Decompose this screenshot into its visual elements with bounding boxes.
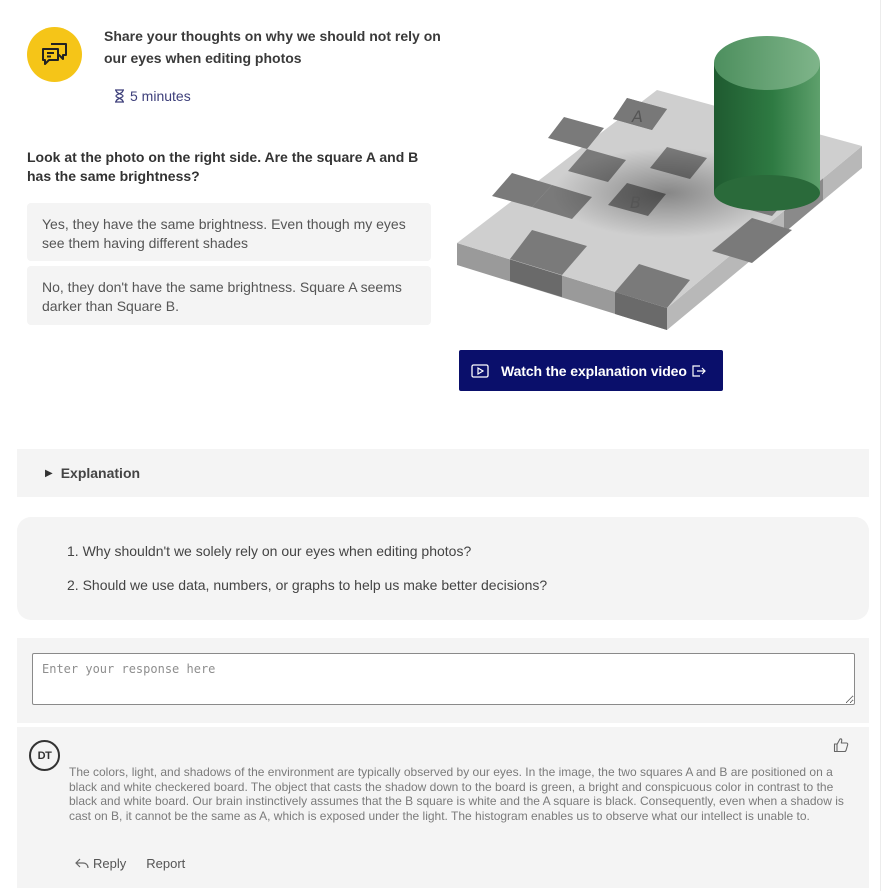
play-video-icon [471, 364, 489, 378]
duration-text: 5 minutes [130, 88, 191, 104]
explanation-label: Explanation [60, 465, 141, 481]
reply-button[interactable] [75, 856, 126, 871]
reply-icon [75, 858, 89, 869]
response-input[interactable] [32, 653, 855, 705]
watch-video-button[interactable] [459, 350, 723, 391]
avatar: DT [29, 740, 60, 771]
checker-shadow-illusion-image [452, 18, 872, 338]
triangle-right-icon: ▶ [45, 467, 53, 479]
answer-option-yes[interactable]: Yes, they have the same brightness. Even though my eyes see them having different shades [27, 203, 431, 261]
comment-actions [75, 856, 185, 871]
scrollbar-edge [880, 0, 881, 891]
reply-label: Reply [93, 856, 127, 871]
discussion-questions [17, 517, 869, 620]
duration [114, 88, 191, 104]
comment-card [17, 727, 869, 888]
thumbs-up-icon [833, 737, 849, 753]
chat-badge [27, 27, 82, 82]
external-link-icon [692, 364, 706, 377]
discussion-question: 1. Why shouldn't we solely rely on our eyes when editing photos? [67, 543, 472, 559]
prompt-title: Share your thoughts on why we should not rely on our eyes when editing photos [104, 28, 441, 66]
hourglass-icon [114, 89, 125, 103]
explanation-toggle[interactable] [17, 449, 869, 497]
chat-bubbles-icon [40, 41, 70, 69]
like-button[interactable] [833, 737, 849, 758]
comment-text: The colors, light, and shadows of the environment are typically observed by our eyes. In the image, the two squares A and B are positioned on a black and white checkered board. The object that casts the shadow down to the board is green, a bright and conspicuous color in contrast to the black and white board. Our brain instinctively assumes that the B square is white and the A square is black. Consequently, even when a shadow is cast on B, it cannot be the same as A, which is exposed under the light. The histogram enables us to observe what our intellect is unable to. [69, 765, 844, 824]
answer-option-no[interactable]: No, they don't have the same brightness. Square A seems darker than Square B. [27, 266, 431, 325]
watch-video-label: Watch the explanation video [501, 362, 687, 379]
question-text: Look at the photo on the right side. Are the square A and B has the same brightness? [27, 149, 419, 184]
report-button[interactable]: Report [146, 856, 186, 871]
discussion-question: 2. Should we use data, numbers, or graphs to help us make better decisions? [67, 577, 548, 593]
response-section [17, 638, 869, 723]
svg-text:B: B [630, 193, 641, 212]
svg-text:A: A [632, 107, 643, 126]
